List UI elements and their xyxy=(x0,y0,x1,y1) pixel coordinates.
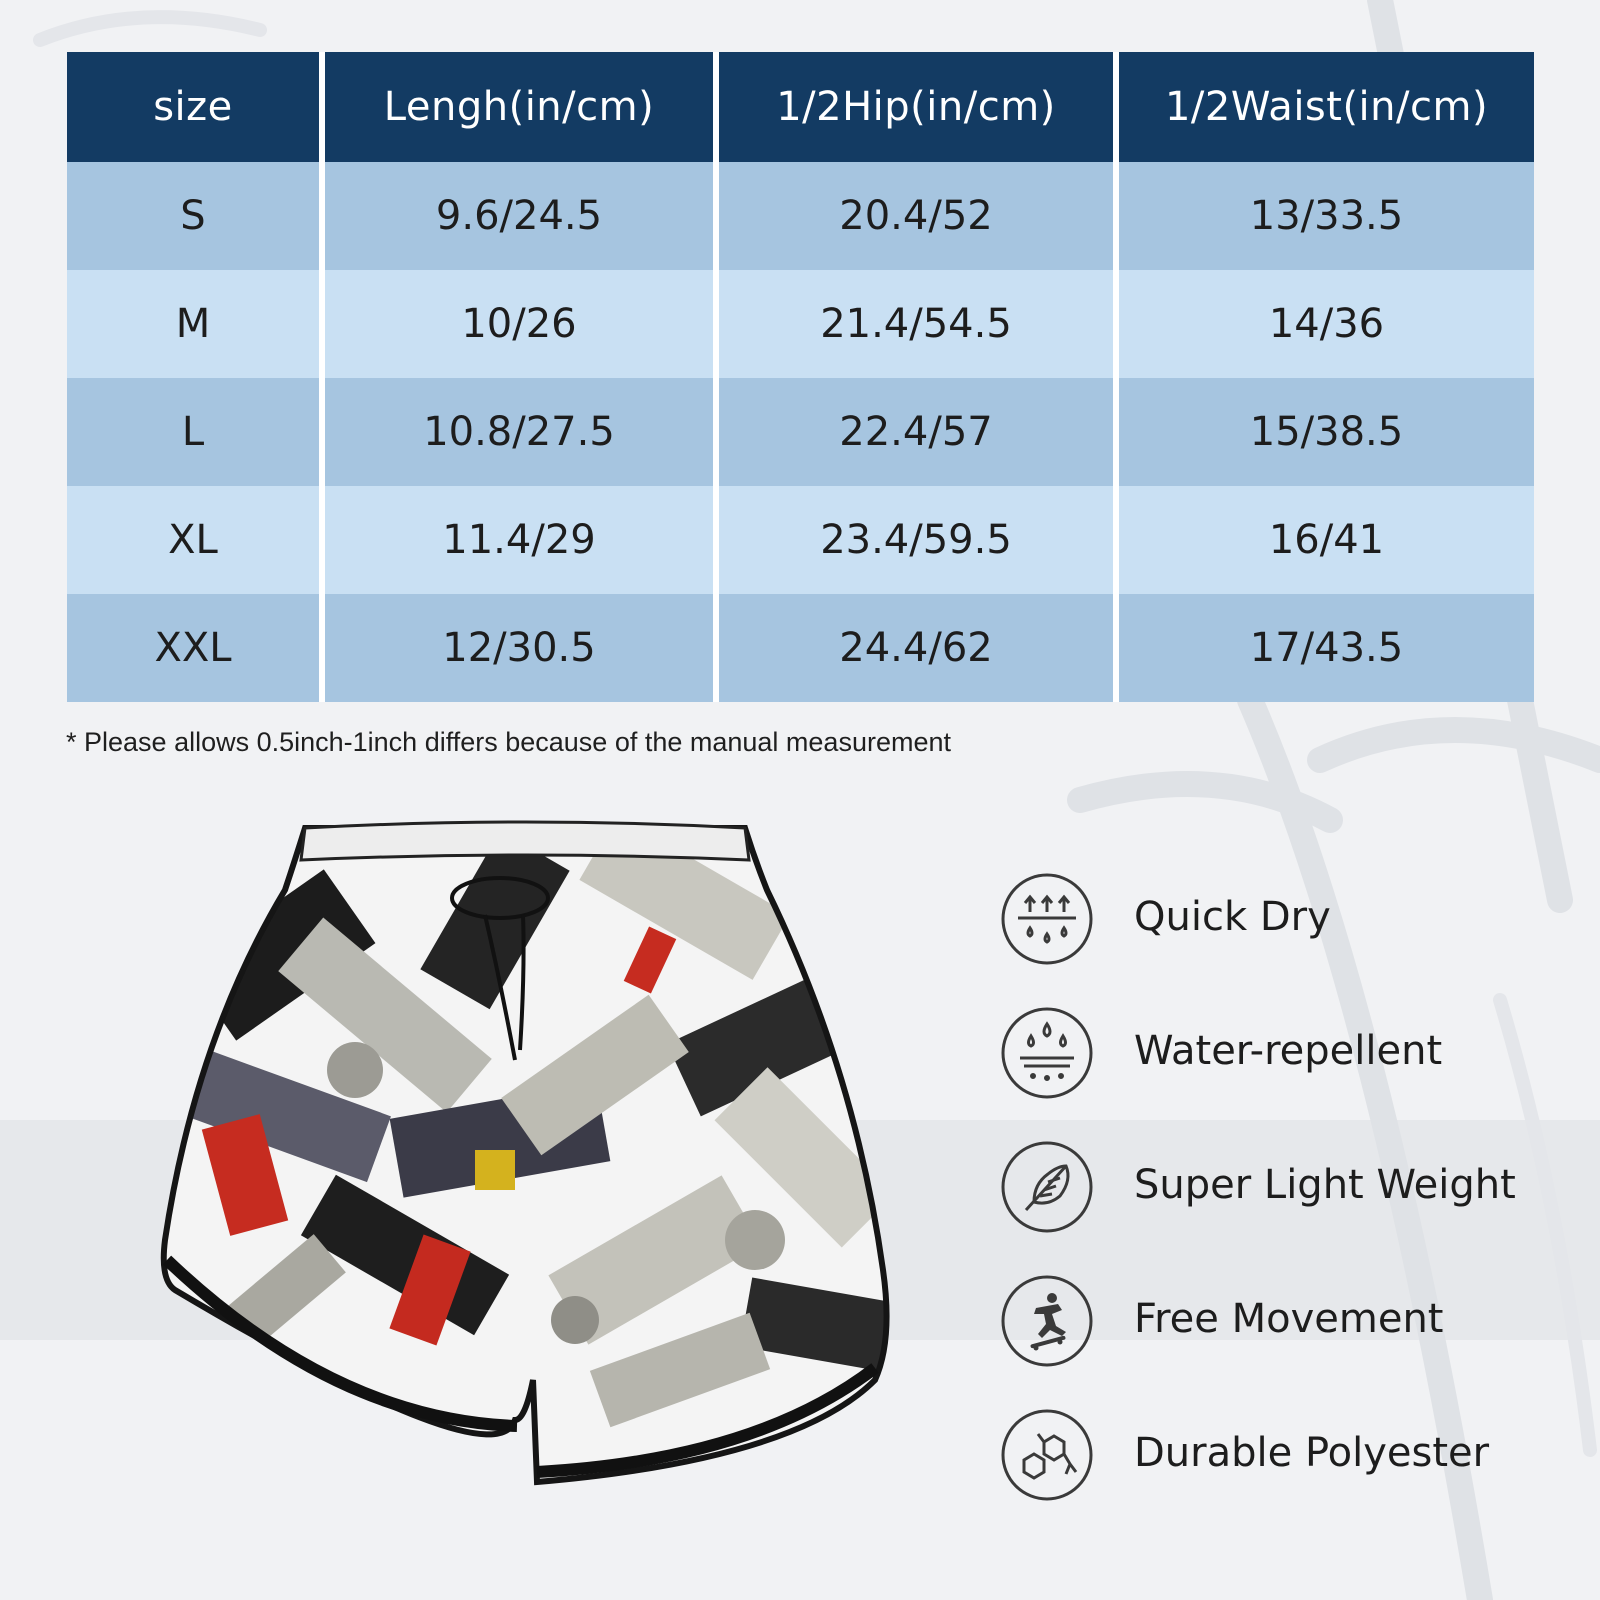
size-chart-table xyxy=(67,52,1534,702)
feature-list xyxy=(1000,872,1580,1542)
waist-cell: 17/43.5 xyxy=(1119,594,1534,702)
header-size: size xyxy=(67,52,325,162)
table-row xyxy=(67,594,1534,702)
feature-label: Free Movement xyxy=(1134,1296,1444,1342)
size-cell: XXL xyxy=(67,594,325,702)
size-cell: M xyxy=(67,270,325,378)
length-cell: 12/30.5 xyxy=(325,594,719,702)
header-half-hip: 1/2Hip(in/cm) xyxy=(719,52,1119,162)
feature-super-light-weight xyxy=(1000,1140,1580,1274)
waist-cell: 13/33.5 xyxy=(1119,162,1534,270)
table-row xyxy=(67,162,1534,270)
feature-label: Durable Polyester xyxy=(1134,1430,1490,1476)
waist-cell: 16/41 xyxy=(1119,486,1534,594)
feature-label: Super Light Weight xyxy=(1134,1162,1516,1208)
header-length: Lengh(in/cm) xyxy=(325,52,719,162)
feature-quick-dry xyxy=(1000,872,1580,1006)
length-cell: 9.6/24.5 xyxy=(325,162,719,270)
size-chart-header-row xyxy=(67,52,1534,162)
measurement-note: * Please allows 0.5inch-1inch differs because of the manual measurement xyxy=(66,727,952,757)
length-cell: 11.4/29 xyxy=(325,486,719,594)
size-cell: L xyxy=(67,378,325,486)
waist-cell: 14/36 xyxy=(1119,270,1534,378)
feature-durable-polyester xyxy=(1000,1408,1580,1542)
length-cell: 10/26 xyxy=(325,270,719,378)
table-row xyxy=(67,270,1534,378)
feather-icon xyxy=(1000,1140,1094,1234)
shorts-product-image xyxy=(155,820,915,1520)
size-cell: XL xyxy=(67,486,325,594)
header-half-waist: 1/2Waist(in/cm) xyxy=(1119,52,1534,162)
feature-water-repellent xyxy=(1000,1006,1580,1140)
table-row xyxy=(67,378,1534,486)
hip-cell: 23.4/59.5 xyxy=(719,486,1119,594)
molecule-icon xyxy=(1000,1408,1094,1502)
waist-cell: 15/38.5 xyxy=(1119,378,1534,486)
feature-free-movement xyxy=(1000,1274,1580,1408)
hip-cell: 24.4/62 xyxy=(719,594,1119,702)
feature-label: Quick Dry xyxy=(1134,894,1331,940)
hip-cell: 21.4/54.5 xyxy=(719,270,1119,378)
hip-cell: 22.4/57 xyxy=(719,378,1119,486)
hip-cell: 20.4/52 xyxy=(719,162,1119,270)
quick-dry-icon xyxy=(1000,872,1094,966)
length-cell: 10.8/27.5 xyxy=(325,378,719,486)
water-repellent-icon xyxy=(1000,1006,1094,1100)
feature-label: Water-repellent xyxy=(1134,1028,1443,1074)
skateboarder-icon xyxy=(1000,1274,1094,1368)
table-row xyxy=(67,486,1534,594)
size-cell: S xyxy=(67,162,325,270)
